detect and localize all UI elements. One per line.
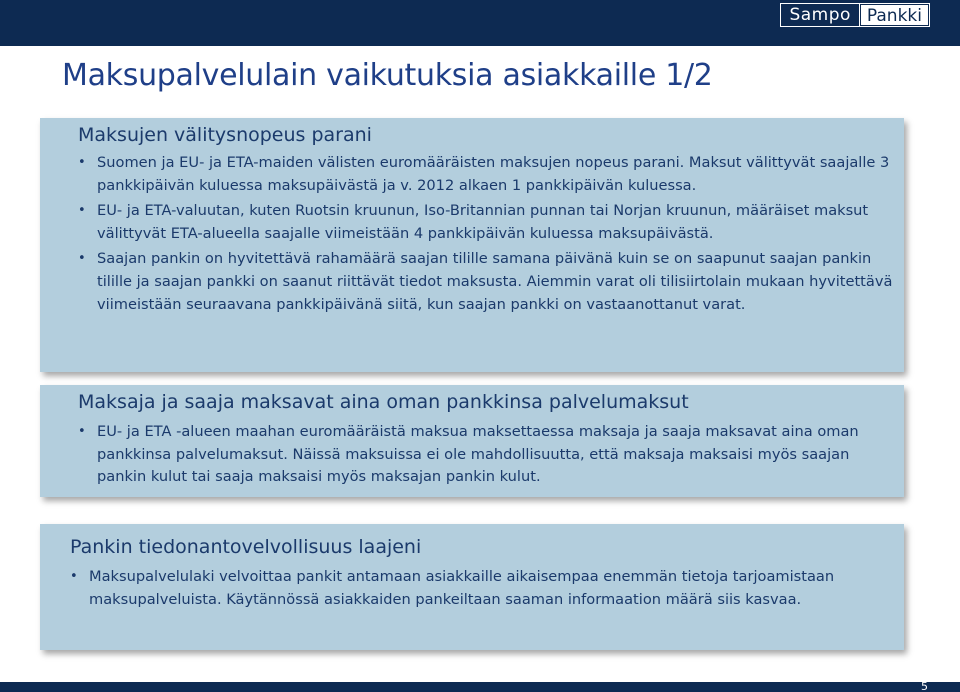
bullet-list bbox=[78, 421, 900, 492]
bullet-list bbox=[70, 566, 870, 614]
bullet-item: • EU- ja ETA -alueen maahan euromääräistä maksua maksettaessa maksaja ja saaja maksavat aina oman pankkinsa palvelumaksut. Näissä maksuissa ei ole mahdollisuutta, että maksaja maksaisi myös saajan pankin kulut tai saaja maksaisi myös maksajan pankin kulut. bbox=[78, 421, 900, 489]
page-number: 5 bbox=[921, 680, 928, 692]
section-heading: Maksujen välitysnopeus parani bbox=[78, 124, 372, 146]
logo-text-sampo: Sampo bbox=[781, 4, 859, 26]
header-bar bbox=[0, 0, 960, 46]
sampo-pankki-logo bbox=[780, 3, 930, 27]
bullet-list bbox=[78, 152, 900, 319]
slide-title: Maksupalvelulain vaikutuksia asiakkaille 1/2 bbox=[62, 58, 713, 93]
section-heading: Maksaja ja saaja maksavat aina oman pankkinsa palvelumaksut bbox=[78, 391, 689, 413]
footer-bar bbox=[0, 682, 960, 692]
bullet-item: • Saajan pankin on hyvitettävä rahamäärä saajan tilille samana päivänä kuin se on saapunut saajan pankin tilille ja saajan pankki on saanut riittävät tiedot maksusta. Aiemmin varat oli tilisiirtolain mukaan hyvitettävä viimeistään seuraavana pankkipäivänä siitä, kun saajan pankki on vastaanottanut varat. bbox=[78, 248, 900, 316]
logo-text-pankki: Pankki bbox=[861, 5, 928, 25]
section-payment-speed bbox=[40, 118, 904, 372]
bullet-item: • Maksupalvelulaki velvoittaa pankit antamaan asiakkaille aikaisempaa enemmän tietoja tarjoamistaan maksupalveluista. Käytännössä asiakkaiden pankeiltaan saaman informaation määrä siis kasvaa. bbox=[70, 566, 870, 611]
section-disclosure bbox=[40, 524, 904, 650]
section-service-fees bbox=[40, 385, 904, 497]
bullet-item: • EU- ja ETA-valuutan, kuten Ruotsin kruunun, Iso-Britannian punnan tai Norjan kruunun, määräiset maksut välittyvät ETA-alueella saajalle viimeistään 4 pankkipäivän kuluessa maksupäivästä. bbox=[78, 200, 900, 245]
bullet-item: • Suomen ja EU- ja ETA-maiden välisten euromääräisten maksujen nopeus parani. Maksut välittyvät saajalle 3 pankkipäivän kuluessa maksupäivästä ja v. 2012 alkaen 1 pankkipäivän kuluessa. bbox=[78, 152, 900, 197]
section-heading: Pankin tiedonantovelvollisuus laajeni bbox=[70, 536, 422, 558]
